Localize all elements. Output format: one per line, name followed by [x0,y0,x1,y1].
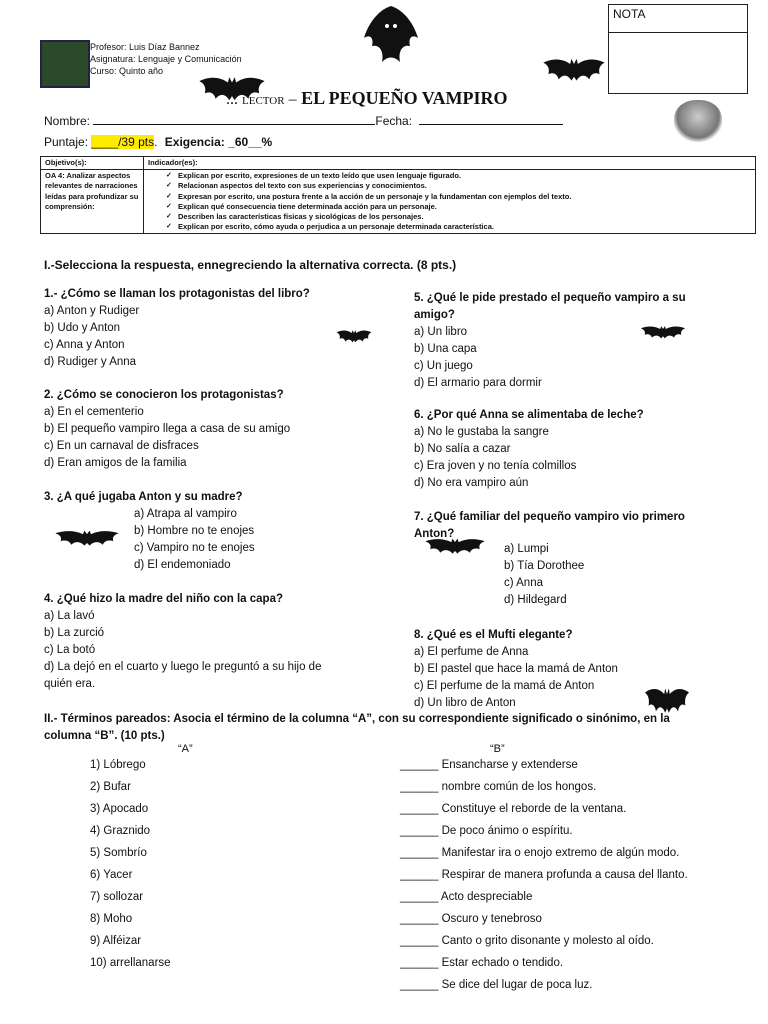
q3-option-b[interactable]: b) Hombre no te enojes [134,525,255,537]
bat-icon [336,324,372,350]
indicator-item: ✓ Expresan por escrito, una postura frente a la acción de un personaje y la fundamentan con ejemplos del texto. [148,192,751,202]
q7-option-a[interactable]: a) Lumpi [504,543,549,555]
column-b-list [400,754,688,996]
definition-item[interactable]: ______ nombre común de los hongos. [400,781,597,793]
nota-box [608,4,748,94]
q1-option-b[interactable]: b) Udo y Anton [44,322,121,334]
term-item: 8) Moho [90,913,133,925]
objectives-col-header: Objetivo(s): [41,157,144,170]
nombre-row [44,113,563,130]
fecha-field[interactable] [419,124,563,125]
question-8 [414,627,618,712]
creature-illustration-icon [674,100,722,142]
term-item: 4) Graznido [90,825,151,837]
definition-item[interactable]: ______ De poco ánimo o espíritu. [400,825,573,837]
definition-item[interactable]: ______ Manifestar ira o enojo extremo de algún modo. [400,847,680,859]
definition-item[interactable]: ______ Canto o grito disonante y molesto al oído. [400,935,654,947]
definition-item[interactable]: ______ Ensancharse y extenderse [400,759,578,771]
curso-line: Curso: Quinto año [90,66,164,76]
indicators-col-header: Indicador(es): [144,157,756,170]
q7-option-d[interactable]: d) Hildegard [504,594,567,606]
definition-item[interactable]: ______ Acto despreciable [400,891,533,903]
objectives-table [40,156,756,234]
q3-option-c[interactable]: c) Vampiro no te enojes [134,542,255,554]
vampire-illustration-icon [360,4,422,76]
q4-option-d-cont[interactable]: quién era. [44,678,96,690]
question-7-line1: 7. ¿Qué familiar del pequeño vampiro vio primero [414,511,685,523]
school-logo [40,40,90,88]
objective-oa: OA 4: Analizar aspectos relevantes de narraciones leídas para profundizar su comprensión: [41,170,144,234]
page-title [226,88,507,109]
q2-option-d[interactable]: d) Eran amigos de la familia [44,457,187,469]
term-item: 6) Yacer [90,869,133,881]
question-7-text [414,509,685,543]
term-item: 3) Apocado [90,803,149,815]
puntaje-row: Puntaje: ____/39 pts. Exigencia: _60__% [44,135,273,149]
q5-option-b[interactable]: b) Una capa [414,343,477,355]
q6-option-c[interactable]: c) Era joven y no tenía colmillos [414,460,577,472]
term-item: 1) Lóbrego [90,759,146,771]
q6-option-d[interactable]: d) No era vampiro aún [414,477,529,489]
definition-item[interactable]: ______ Respirar de manera profunda a causa del llanto. [400,869,688,881]
column-a-header: “A” [178,743,193,755]
fecha-label: Fecha: [375,114,413,128]
q1-option-d[interactable]: d) Rudiger y Anna [44,356,137,368]
q5-option-d[interactable]: d) El armario para dormir [414,377,542,389]
q4-option-d[interactable]: d) La dejó en el cuarto y luego le preguntó a su hijo de [44,661,322,673]
question-5-text: 5. ¿Qué le pide prestado el pequeño vampiro a su [414,292,686,304]
asignatura-line: Asignatura: Lenguaje y Comunicación [90,54,242,64]
question-4-text: 4. ¿Qué hizo la madre del niño con la capa? [44,593,283,605]
indicator-item: ✓ Explican por escrito, expresiones de un texto leído que usen lenguaje figurado. [148,171,751,181]
q5-option-a[interactable]: a) Un libro [414,326,468,338]
bat-icon [542,50,606,92]
question-4 [44,591,321,693]
indicators-cell [144,170,756,234]
term-item: 9) Alféizar [90,935,142,947]
bat-icon [54,528,120,550]
q2-option-b[interactable]: b) El pequeño vampiro llega a casa de su amigo [44,423,291,435]
definition-item[interactable]: ______ Constituye el reborde de la ventana. [400,803,627,815]
question-1 [44,286,310,371]
q6-option-b[interactable]: b) No salía a cazar [414,443,511,455]
question-3-text: 3. ¿A qué jugaba Anton y su madre? [44,491,243,503]
q2-option-c[interactable]: c) En un carnaval de disfraces [44,440,199,452]
question-5 [414,290,686,392]
q8-option-a[interactable]: a) El perfume de Anna [414,646,529,658]
term-item: 2) Bufar [90,781,131,793]
title-prefix: ... lector – [226,91,297,108]
term-item: 5) Sombrío [90,847,147,859]
q4-option-a[interactable]: a) La lavó [44,610,95,622]
section2-heading-line1: II.- Términos pareados: Asocia el término de la columna “A”, con su correspondiente significado o sinónimo, en la [44,713,670,725]
question-1-text: 1.- ¿Cómo se llaman los protagonistas del libro? [44,288,310,300]
q1-option-c[interactable]: c) Anna y Anton [44,339,125,351]
definition-item[interactable]: ______ Oscuro y tenebroso [400,913,542,925]
indicator-item: ✓ Relacionan aspectos del texto con sus experiencias y conocimientos. [148,181,751,191]
title-main: EL PEQUEÑO VAMPIRO [301,88,508,108]
q3-option-d[interactable]: d) El endemoniado [134,559,231,571]
definition-item[interactable]: ______ Estar echado o tendido. [400,957,564,969]
column-b-header: “B” [490,743,505,755]
section1-heading: I.-Selecciona la respuesta, ennegreciendo la alternativa correcta. (8 pts.) [44,258,457,272]
q5-option-c[interactable]: c) Un juego [414,360,473,372]
question-2-text: 2. ¿Cómo se conocieron los protagonistas? [44,389,284,401]
section2-heading-line2: columna “B”. (10 pts.) [44,730,165,742]
question-5-text-cont: amigo? [414,309,455,321]
q4-option-c[interactable]: c) La botó [44,644,96,656]
q6-option-a[interactable]: a) No le gustaba la sangre [414,426,549,438]
indicator-item: ✓ Explican qué consecuencia tiene determinada acción para un personaje. [148,202,751,212]
definition-item[interactable]: ______ Se dice del lugar de poca luz. [400,979,593,991]
q7-option-c[interactable]: c) Anna [504,577,543,589]
exigencia-label: Exigencia: _60__% [164,135,273,149]
question-7-options [504,541,584,609]
nombre-label: Nombre: [44,114,91,128]
question-2 [44,387,290,472]
q8-option-d[interactable]: d) Un libro de Anton [414,697,516,709]
nombre-field[interactable] [93,124,375,125]
q8-option-b[interactable]: b) El pastel que hace la mamá de Anton [414,663,618,675]
indicator-item: ✓ Describen las características físicas y sicológicas de los personajes. [148,212,751,222]
question-3-options [134,506,255,574]
q7-option-b[interactable]: b) Tía Dorothee [504,560,585,572]
nota-label: NOTA [609,5,747,33]
question-7-line2: Anton? [414,528,455,540]
q2-option-a[interactable]: a) En el cementerio [44,406,144,418]
puntaje-label: Puntaje: [44,135,89,149]
column-a-list [90,754,171,974]
question-8-text: 8. ¿Qué es el Mufti elegante? [414,629,573,641]
q4-option-b[interactable]: b) La zurció [44,627,105,639]
section2-heading [44,711,670,745]
q1-option-a[interactable]: a) Anton y Rudiger [44,305,140,317]
question-6-text: 6. ¿Por qué Anna se alimentaba de leche? [414,409,644,421]
indicator-item: ✓ Explican por escrito, cómo ayuda o perjudica a un personaje determinada característica. [148,222,751,232]
q3-option-a[interactable]: a) Atrapa al vampiro [134,508,237,520]
puntaje-value[interactable]: ____/39 pts [91,135,155,149]
profesor-line: Profesor: Luis Díaz Bannez [90,42,200,52]
question-6 [414,407,644,492]
q8-option-c[interactable]: c) El perfume de la mamá de Anton [414,680,595,692]
term-item: 7) sollozar [90,891,144,903]
term-item: 10) arrellanarse [90,957,171,969]
